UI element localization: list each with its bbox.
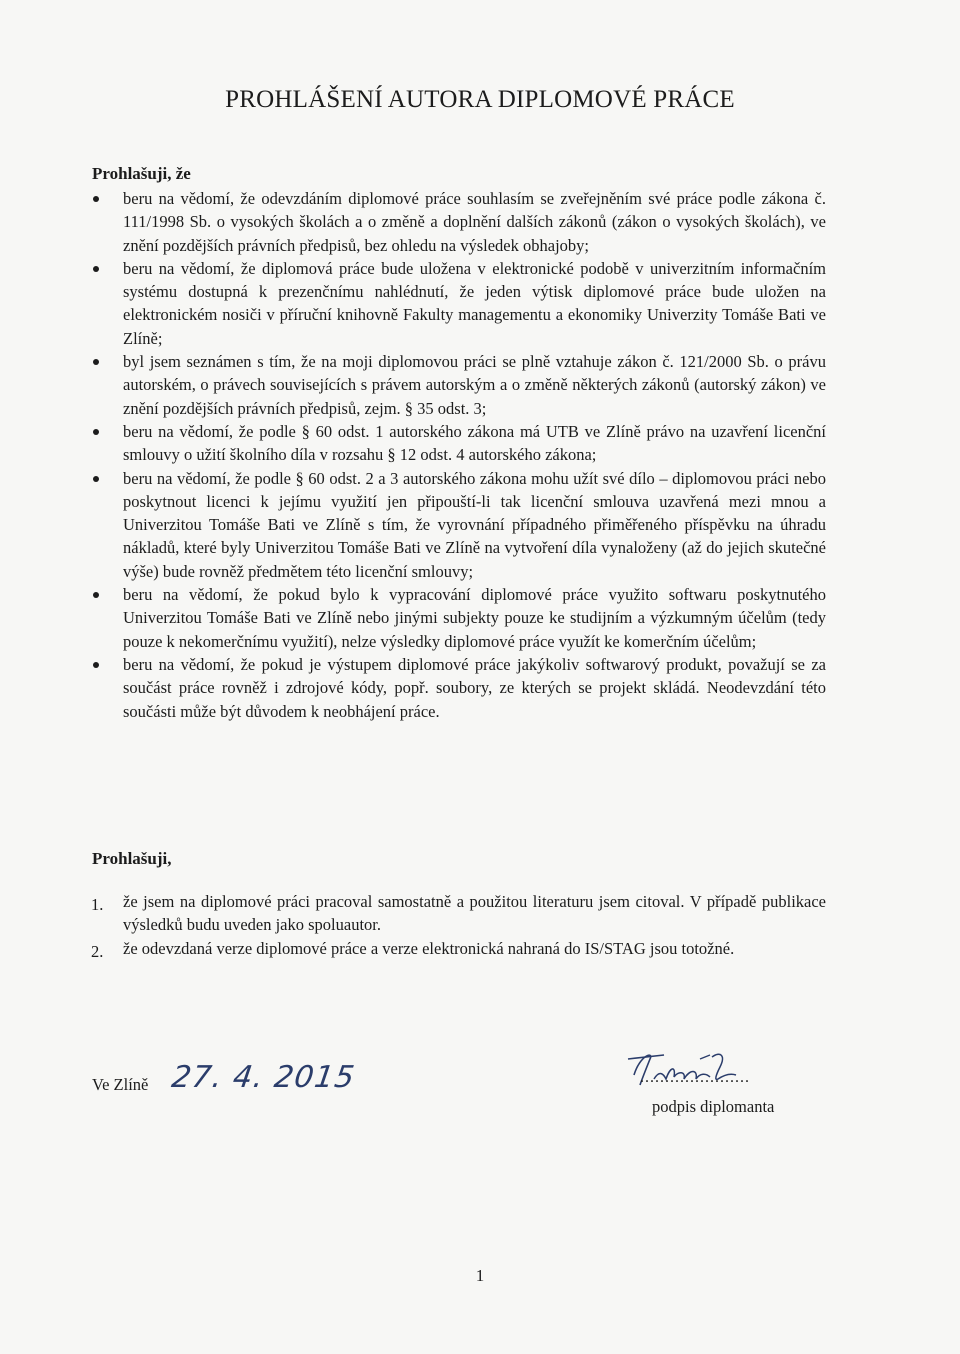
declaration-bullet-list — [0, 187, 960, 723]
bullet-item — [123, 187, 826, 257]
affirmation-numbered-list — [0, 890, 960, 960]
signature-line: ...................... — [640, 1069, 750, 1086]
bullet-dot-icon — [93, 429, 99, 435]
document-title: PROHLÁŠENÍ AUTORA DIPLOMOVÉ PRÁCE — [225, 86, 735, 113]
bullet-item — [123, 467, 826, 583]
bullet-item — [123, 653, 826, 723]
bullet-text: beru na vědomí, že podle § 60 odst. 1 autorského zákona má UTB ve Zlíně právo na uzavření licenční smlouvy o užití školního díla v rozsahu § 12 odst. 4 autorského zákona; — [123, 421, 826, 465]
bullet-text: beru na vědomí, že pokud bylo k vypracování diplomové práce využito softwaru poskytnutého Univerzitou Tomáše Bati ve Zlíně nebo jinými subjekty pouze ke studijním a výzkumným účelům (tedy pouze k nekomerčnímu využití), nelze výsledky diplomové práce využít ke komerčním účelům; — [123, 585, 826, 651]
bullet-text: beru na vědomí, že pokud je výstupem diplomové práce jakýkoliv softwarový produkt, považují se za součást práce rovněž i zdrojové kódy, popř. soubory, ze kterých se projekt skládá. Neodevzdání této součásti může být důvodem k neobhájení práce. — [123, 654, 826, 721]
numbered-text: že odevzdaná verze diplomové práce a verze elektronická nahraná do IS/STAG jsou totožné. — [123, 938, 735, 958]
numbered-text: že jsem na diplomové práci pracoval samostatně a použitou literaturu jsem citoval. V případě publikace výsledků budu uveden jako spoluautor. — [123, 892, 826, 935]
signature-label: podpis diplomanta — [652, 1097, 775, 1116]
section-heading-affirmation: Prohlašuji, — [92, 849, 172, 868]
bullet-text: beru na vědomí, že diplomová práce bude uložena v elektronické podobě v univerzitním informačním systému dostupná k prezenčnímu nahlédnutí, že jeden výtisk diplomové práce bude uložen na elektronickém nosiči v příruční knihovně Fakulty managementu a ekonomiky Univerzity Tomáše Bati ve Zlíně; — [123, 258, 826, 348]
bullet-dot-icon — [93, 476, 99, 482]
numbered-item — [91, 937, 826, 961]
bullet-dot-icon — [93, 662, 99, 668]
bullet-text: byl jsem seznámen s tím, že na moji diplomovou práci se plně vztahuje zákon č. 121/2000 Sb. o právu autorském, o právech souvisejících s právem autorským a o změně některých zákonů (autorský zákon) ve znění pozdějších právních předpisů, zejm. § 35 odst. 3; — [123, 352, 826, 418]
bullet-item — [123, 583, 826, 653]
bullet-dot-icon — [93, 196, 99, 202]
bullet-item — [123, 257, 826, 350]
bullet-text: beru na vědomí, že odevzdáním diplomové práce souhlasím se zveřejněním své práce podle zákona č. 111/1998 Sb. o vysokých školách a o změně a doplnění dalších zákonů (zákon o vysokých školách), ve znění pozdějších právních předpisů, bez ohledu na výsledek obhajoby; — [123, 189, 826, 255]
bullet-dot-icon — [93, 266, 99, 272]
numbered-item — [91, 890, 826, 937]
handwritten-date: 27. 4. 2015 — [169, 1060, 358, 1095]
bullet-item — [123, 420, 826, 467]
section-heading-declaration: Prohlašuji, že — [92, 164, 191, 183]
bullet-dot-icon — [93, 592, 99, 598]
bullet-dot-icon — [93, 359, 99, 365]
page-number: 1 — [475, 1266, 485, 1285]
place-label: Ve Zlíně — [92, 1075, 149, 1094]
item-number: 1. — [91, 895, 104, 914]
bullet-item — [123, 350, 826, 420]
bullet-text: beru na vědomí, že podle § 60 odst. 2 a 3 autorského zákona mohu užít své dílo – diplomovou práci nebo poskytnout licenci k jejímu využití jen připouští-li tak licenční smlouva uzavřená mezi mnou a Univerzitou Tomáše Bati ve Zlíně s tím, že vyrovnání případného přiměřeného příspěvku na úhradu nákladů, které byly Univerzitou Tomáše Bati ve Zlíně na vytvoření díla vynaloženy (až do jejich skutečné výše) bude rovněž předmětem této licenční smlouvy; — [123, 468, 826, 581]
item-number: 2. — [91, 941, 104, 961]
